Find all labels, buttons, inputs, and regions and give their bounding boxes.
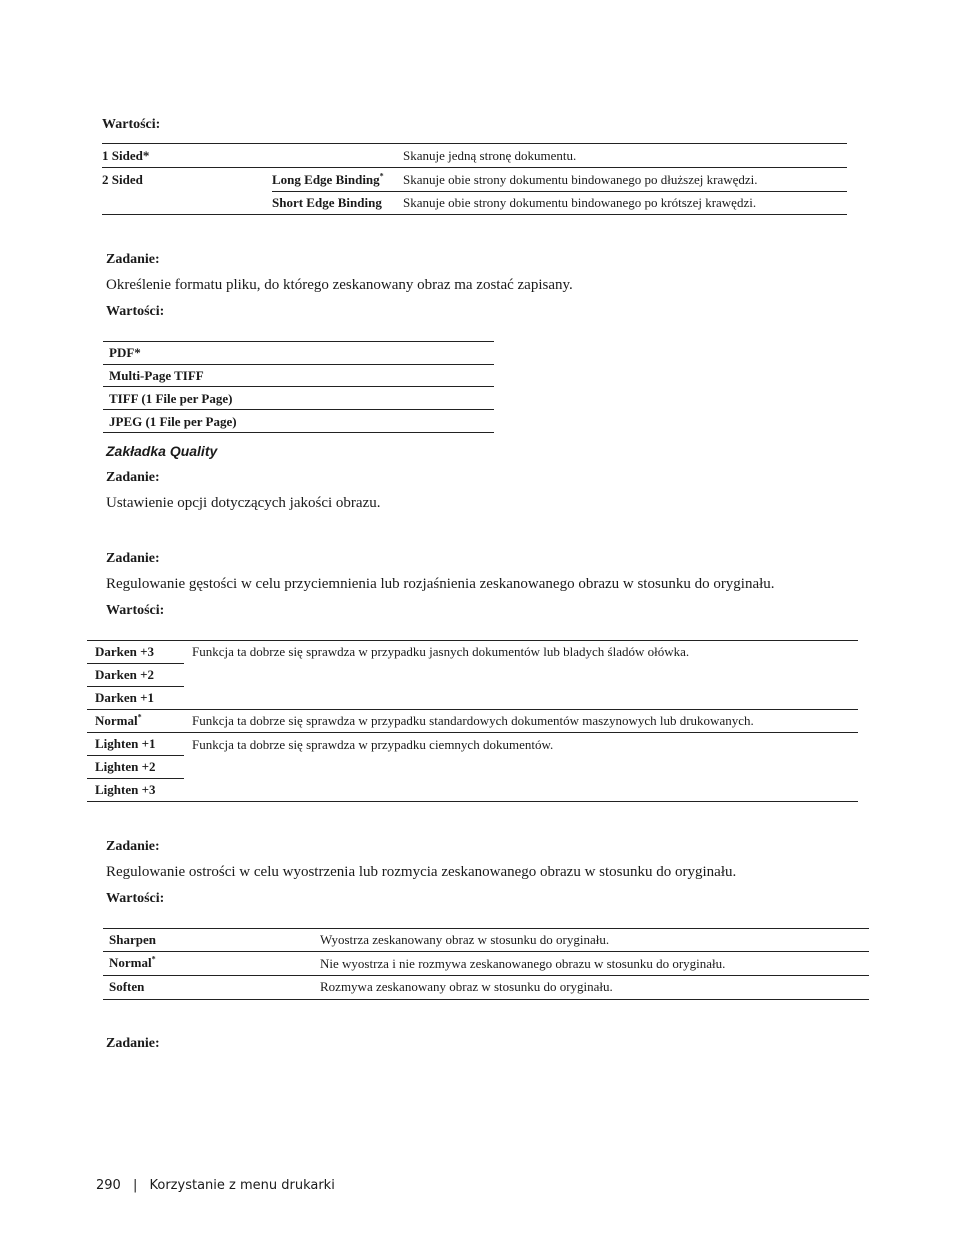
table-cell-option: Soften — [109, 979, 145, 994]
table-rule — [103, 386, 494, 387]
values-label: Wartości: — [106, 603, 165, 618]
table-cell-option: JPEG (1 File per Page) — [109, 414, 237, 429]
table-rule — [87, 801, 858, 802]
table-cell-description: Skanuje obie strony dokumentu bindowanego po dłuższej krawędzi. — [403, 172, 758, 187]
table-cell-option: Lighten +2 — [95, 759, 156, 774]
table-cell-description: Rozmywa zeskanowany obraz w stosunku do oryginału. — [320, 979, 613, 994]
task-label: Zadanie: — [106, 470, 160, 485]
task-label: Zadanie: — [106, 252, 160, 267]
table-rule — [87, 755, 184, 756]
task-label: Zadanie: — [106, 551, 160, 566]
task-label: Zadanie: — [106, 1036, 160, 1051]
table-rule — [103, 928, 869, 929]
table-cell-option: Sharpen — [109, 932, 156, 947]
table-rule — [87, 640, 858, 641]
table-cell-description: Skanuje obie strony dokumentu bindowanego po krótszej krawędzi. — [403, 195, 757, 210]
suboption-label: Long Edge Binding — [272, 172, 380, 187]
table-rule — [103, 999, 869, 1000]
footer-separator: | — [132, 1178, 138, 1193]
table-cell-option — [95, 713, 142, 729]
table-cell-option — [109, 955, 156, 971]
default-marker: * — [151, 954, 156, 964]
table-cell-option: 1 Sided* — [102, 148, 150, 163]
table-rule — [87, 709, 858, 710]
table-cell-description: Funkcja ta dobrze się sprawdza w przypadku jasnych dokumentów lub bladych śladów ołówka. — [192, 644, 690, 659]
table-rule — [103, 951, 869, 952]
table-rule — [87, 778, 184, 779]
table-cell-description: Funkcja ta dobrze się sprawdza w przypadku ciemnych dokumentów. — [192, 737, 554, 752]
values-label: Wartości: — [106, 891, 165, 906]
table-rule — [102, 143, 847, 144]
table-cell-description: Nie wyostrza i nie rozmywa zeskanowanego obrazu w stosunku do oryginału. — [320, 956, 726, 971]
page-footer — [96, 1178, 335, 1193]
task-text: Określenie formatu pliku, do którego zeskanowany obraz ma zostać zapisany. — [106, 277, 573, 293]
table-cell-option: PDF* — [109, 345, 141, 360]
values-label: Wartości: — [106, 304, 165, 319]
task-text: Ustawienie opcji dotyczących jakości obrazu. — [106, 495, 381, 511]
table-cell-option: Darken +1 — [95, 690, 155, 705]
table-rule — [272, 191, 847, 192]
table-rule — [103, 409, 494, 410]
task-label: Zadanie: — [106, 839, 160, 854]
table-cell-option: Lighten +3 — [95, 782, 156, 797]
table-cell-suboption: Short Edge Binding — [272, 195, 382, 210]
table-rule — [102, 214, 847, 215]
task-text: Regulowanie gęstości w celu przyciemnienia lub rozjaśnienia zeskanowanego obrazu w stosunku do oryginału. — [106, 576, 775, 592]
table-cell-option: Lighten +1 — [95, 736, 156, 751]
table-rule — [103, 975, 869, 976]
section-heading: Zakładka Quality — [106, 443, 218, 459]
table-cell-description: Funkcja ta dobrze się sprawdza w przypadku standardowych dokumentów maszynowych lub drukowanych. — [192, 713, 754, 728]
table-cell-description: Wyostrza zeskanowany obraz w stosunku do oryginału. — [320, 932, 610, 947]
values-label: Wartości: — [102, 117, 161, 132]
table-cell-option: Multi-Page TIFF — [109, 368, 204, 383]
table-rule — [87, 732, 858, 733]
page-number: 290 — [96, 1178, 121, 1193]
option-label: Normal — [95, 713, 138, 728]
table-rule — [103, 341, 494, 342]
table-rule — [103, 432, 494, 433]
option-label: Normal — [109, 955, 152, 970]
table-cell-option: Darken +2 — [95, 667, 155, 682]
table-cell-option: TIFF (1 File per Page) — [109, 391, 233, 406]
table-cell-description: Skanuje jedną stronę dokumentu. — [403, 148, 577, 163]
table-cell-option: Darken +3 — [95, 644, 155, 659]
footer-title: Korzystanie z menu drukarki — [149, 1178, 335, 1193]
table-rule — [102, 167, 847, 168]
table-rule — [87, 663, 184, 664]
table-rule — [87, 686, 184, 687]
table-cell-suboption — [272, 172, 384, 188]
task-text: Regulowanie ostrości w celu wyostrzenia lub rozmycia zeskanowanego obrazu w stosunku do oryginału. — [106, 864, 737, 880]
table-cell-option: 2 Sided — [102, 172, 143, 187]
table-rule — [103, 364, 494, 365]
default-marker: * — [379, 171, 384, 181]
default-marker: * — [137, 712, 142, 722]
